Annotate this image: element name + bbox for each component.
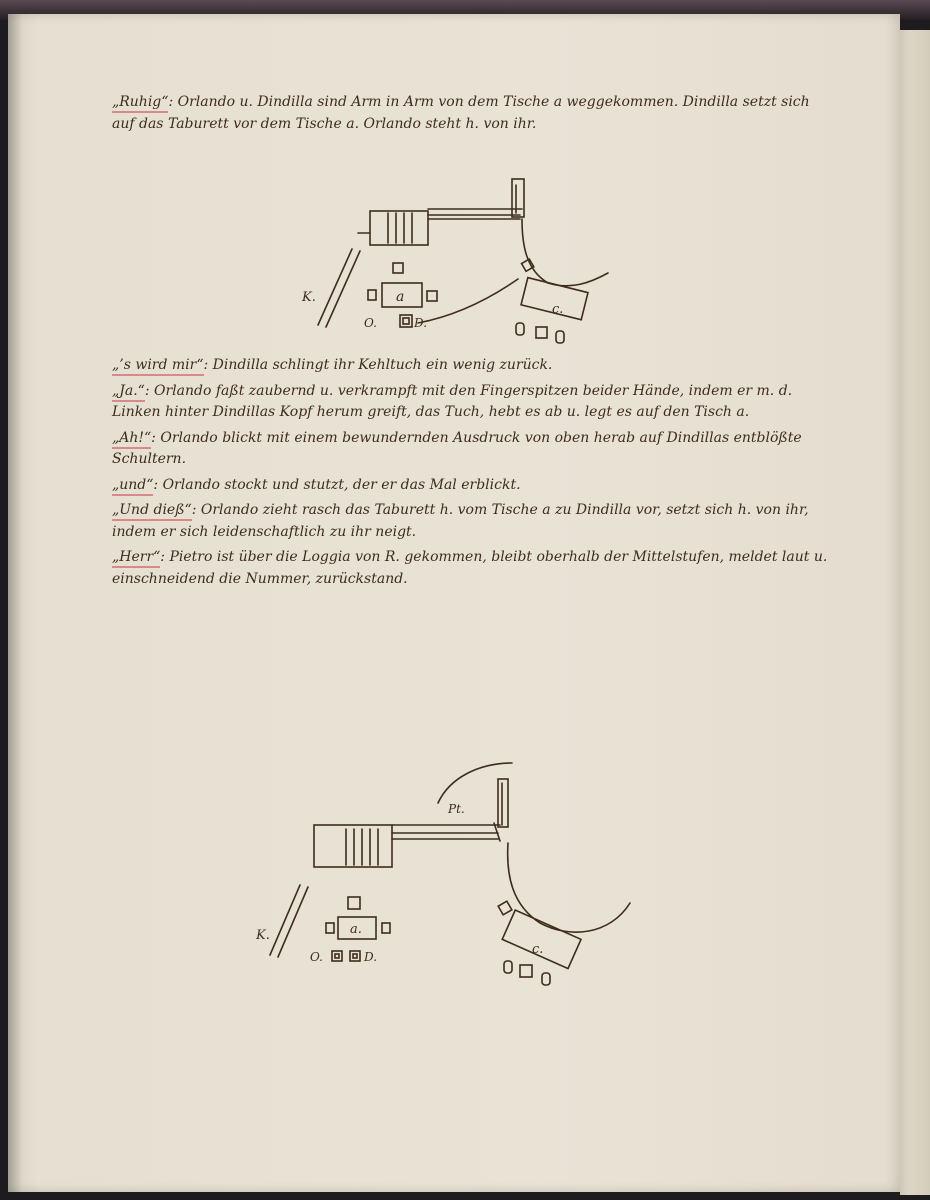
paragraph-text: : Pietro ist über die Loggia von R. gekommen, bleibt oberhalb der Mittelstufen, meldet laut u. einschneidend die Nummer, zurückstand.	[112, 549, 828, 587]
stairs	[314, 825, 392, 867]
paragraph-5	[112, 475, 832, 497]
label-c: c.	[532, 942, 544, 957]
paragraph-text: : Dindilla schlingt ihr Kehltuch ein wenig zurück.	[203, 357, 553, 373]
label-k: K.	[256, 928, 270, 943]
paragraph-3	[112, 381, 832, 424]
text-block-top	[112, 92, 832, 139]
label-k: K.	[302, 290, 316, 305]
stage-sketch-top	[290, 175, 610, 355]
stage-sketch-bottom	[250, 755, 650, 995]
paragraph-6	[112, 500, 832, 543]
paragraph-2	[112, 355, 832, 377]
paragraph-text: : Orlando blickt mit einem bewundernden Ausdruck von oben herab auf Dindillas entblößte Schultern.	[112, 429, 802, 467]
paragraph-7	[112, 547, 832, 590]
text-block-middle	[112, 355, 832, 594]
stage-diagram-bottom	[250, 755, 650, 995]
paragraph-text: : Orlando faßt zaubernd u. verkrampft mit den Fingerspitzen beider Hände, indem er m. d. Linken hinter Dindillas Kopf herum greift, das Tuch, hebt es ab u. legt es auf den Tisch a.	[112, 382, 793, 420]
paragraph-text: : Orlando zieht rasch das Taburett h. vom Tische a zu Dindilla vor, setzt sich h. von ihr, indem er sich leidenschaftlich zu ihr neigt.	[112, 502, 809, 540]
label-d: D.	[364, 950, 378, 964]
label-a: a.	[350, 922, 362, 937]
paragraph-text: : Orlando stockt und stutzt, der er das Mal erblickt.	[153, 476, 521, 493]
label-c: c.	[552, 302, 564, 317]
stairs	[370, 211, 428, 245]
cue-word: „Und dieß“	[112, 502, 192, 521]
cue-word: „Herr“	[112, 549, 160, 568]
label-o: O.	[364, 316, 377, 330]
label-a: a	[396, 289, 405, 305]
paragraph-4	[112, 428, 832, 471]
cue-word: „und“	[112, 477, 153, 496]
cue-word: „Ruhig“	[112, 94, 168, 113]
cue-word: „’s wird mir“	[112, 357, 204, 376]
label-pt: Pt.	[448, 802, 465, 816]
stage-diagram-top	[290, 175, 610, 355]
next-page-edge	[900, 30, 930, 1195]
cue-word: „Ah!“	[112, 430, 151, 449]
cue-word: „Ja.“	[112, 383, 145, 402]
paragraph-text: : Orlando u. Dindilla sind Arm in Arm von dem Tische a weggekommen. Dindilla setzt sich auf das Taburett vor dem Tische a. Orlando steht h. von ihr.	[112, 94, 810, 132]
table-c	[502, 910, 581, 969]
label-d: D.	[414, 316, 428, 330]
paragraph-1	[112, 92, 832, 135]
label-o: O.	[310, 950, 323, 964]
spine-shadow	[8, 14, 22, 1192]
